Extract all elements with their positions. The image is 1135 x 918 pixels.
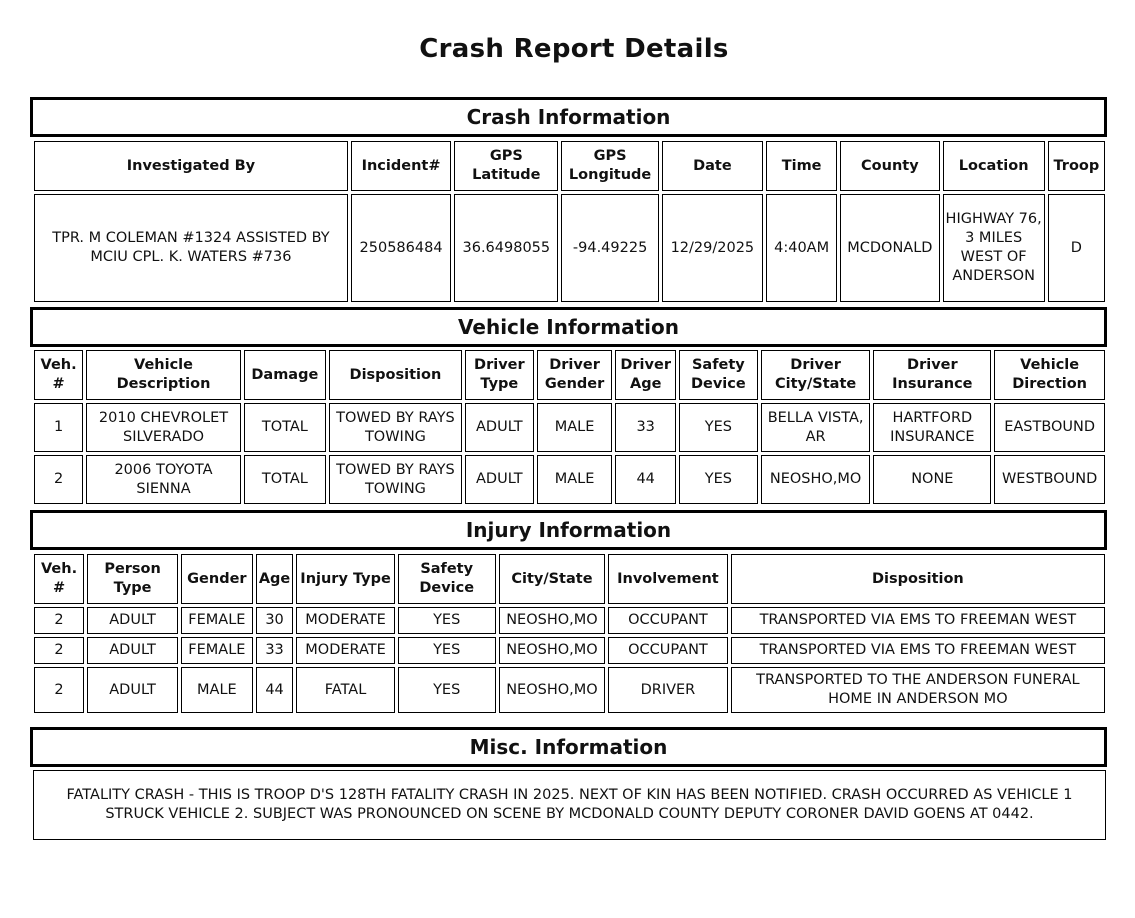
table-cell: TOTAL (244, 455, 326, 504)
vehicle-information-header: Vehicle Information (30, 307, 1107, 347)
table-cell: YES (398, 637, 496, 664)
table-cell: YES (398, 667, 496, 713)
column-header: City/State (499, 554, 605, 604)
column-header: Age (256, 554, 294, 604)
column-header: County (840, 141, 939, 191)
injury-information-table (31, 551, 1108, 716)
table-cell: NEOSHO,MO (499, 637, 605, 664)
crash-information-table (31, 138, 1108, 305)
column-header: Incident# (351, 141, 451, 191)
county-cell: MCDONALD (840, 194, 939, 302)
table-cell: 44 (615, 455, 675, 504)
table-row (34, 455, 1105, 504)
table-cell: TRANSPORTED VIA EMS TO FREEMAN WEST (731, 637, 1105, 664)
table-cell: OCCUPANT (608, 607, 728, 634)
table-cell: NEOSHO,MO (499, 667, 605, 713)
table-cell: 2 (34, 607, 84, 634)
location-cell: HIGHWAY 76, 3 MILES WEST OF ANDERSON (943, 194, 1045, 302)
date-cell: 12/29/2025 (662, 194, 763, 302)
table-cell: TOWED BY RAYS TOWING (329, 455, 462, 504)
gps-longitude-cell: -94.49225 (561, 194, 658, 302)
crash-data-row (34, 194, 1105, 302)
column-header: Safety Device (679, 350, 758, 400)
table-cell: TRANSPORTED VIA EMS TO FREEMAN WEST (731, 607, 1105, 634)
column-header: Safety Device (398, 554, 496, 604)
misc-information-header: Misc. Information (30, 727, 1107, 767)
table-cell: 44 (256, 667, 294, 713)
table-cell: MALE (537, 403, 613, 452)
table-cell: ADULT (465, 455, 534, 504)
column-header: Gender (181, 554, 253, 604)
table-cell: FATAL (296, 667, 394, 713)
column-header: Driver City/State (761, 350, 871, 400)
table-cell: YES (679, 455, 758, 504)
column-header: Person Type (87, 554, 178, 604)
table-cell: ADULT (87, 607, 178, 634)
table-cell: 2 (34, 667, 84, 713)
crash-header-row (34, 141, 1105, 191)
table-cell: TOTAL (244, 403, 326, 452)
troop-cell: D (1048, 194, 1105, 302)
time-cell: 4:40AM (766, 194, 837, 302)
column-header: Veh. # (34, 350, 83, 400)
table-row (34, 667, 1105, 713)
table-cell: MODERATE (296, 607, 394, 634)
column-header: Vehicle Direction (994, 350, 1105, 400)
table-row (34, 637, 1105, 664)
table-cell: ADULT (465, 403, 534, 452)
table-cell: 1 (34, 403, 83, 452)
table-cell: NONE (873, 455, 991, 504)
table-cell: TOWED BY RAYS TOWING (329, 403, 462, 452)
table-cell: TRANSPORTED TO THE ANDERSON FUNERAL HOME IN ANDERSON MO (731, 667, 1105, 713)
table-cell: ADULT (87, 667, 178, 713)
incident-number-cell: 250586484 (351, 194, 451, 302)
table-cell: NEOSHO,MO (499, 607, 605, 634)
table-cell: MALE (537, 455, 613, 504)
column-header: Location (943, 141, 1045, 191)
table-cell: HARTFORD INSURANCE (873, 403, 991, 452)
table-cell: YES (679, 403, 758, 452)
column-header: Disposition (731, 554, 1105, 604)
table-cell: 33 (256, 637, 294, 664)
column-header: GPS Latitude (454, 141, 558, 191)
table-cell: WESTBOUND (994, 455, 1105, 504)
column-header: Damage (244, 350, 326, 400)
column-header: GPS Longitude (561, 141, 658, 191)
table-cell: 2 (34, 637, 84, 664)
table-cell: FEMALE (181, 637, 253, 664)
injury-information-header: Injury Information (30, 510, 1107, 550)
table-cell: 2 (34, 455, 83, 504)
table-cell: 30 (256, 607, 294, 634)
table-cell: MALE (181, 667, 253, 713)
column-header: Injury Type (296, 554, 394, 604)
table-cell: YES (398, 607, 496, 634)
table-cell: FEMALE (181, 607, 253, 634)
column-header: Driver Age (615, 350, 675, 400)
column-header: Troop (1048, 141, 1105, 191)
table-cell: NEOSHO,MO (761, 455, 871, 504)
table-cell: OCCUPANT (608, 637, 728, 664)
column-header: Driver Gender (537, 350, 613, 400)
table-cell: MODERATE (296, 637, 394, 664)
investigated-by-cell: TPR. M COLEMAN #1324 ASSISTED BY MCIU CPL. K. WATERS #736 (34, 194, 348, 302)
column-header: Driver Type (465, 350, 534, 400)
table-cell: 33 (615, 403, 675, 452)
crash-information-header: Crash Information (30, 97, 1107, 137)
table-cell: 2010 CHEVROLET SILVERADO (86, 403, 241, 452)
misc-information-text: FATALITY CRASH - THIS IS TROOP D'S 128TH FATALITY CRASH IN 2025. NEXT OF KIN HAS BEEN NOTIFIED. CRASH OCCURRED AS VEHICLE 1 STRUCK VEHICLE 2. SUBJECT WAS PRONOUNCED ON SCENE BY MCDONALD COUNTY DEPUTY CORONER DAVID GOENS AT 0442. (33, 770, 1106, 840)
vehicle-information-table (31, 347, 1108, 507)
column-header: Veh. # (34, 554, 84, 604)
column-header: Disposition (329, 350, 462, 400)
injury-header-row (34, 554, 1105, 604)
table-cell: BELLA VISTA, AR (761, 403, 871, 452)
table-cell: EASTBOUND (994, 403, 1105, 452)
table-row (34, 607, 1105, 634)
vehicle-header-row (34, 350, 1105, 400)
column-header: Driver Insurance (873, 350, 991, 400)
column-header: Involvement (608, 554, 728, 604)
gps-latitude-cell: 36.6498055 (454, 194, 558, 302)
column-header: Date (662, 141, 763, 191)
table-cell: 2006 TOYOTA SIENNA (86, 455, 241, 504)
column-header: Investigated By (34, 141, 348, 191)
table-cell: ADULT (87, 637, 178, 664)
table-row (34, 403, 1105, 452)
table-cell: DRIVER (608, 667, 728, 713)
column-header: Time (766, 141, 837, 191)
page-title: Crash Report Details (419, 34, 729, 64)
column-header: Vehicle Description (86, 350, 241, 400)
